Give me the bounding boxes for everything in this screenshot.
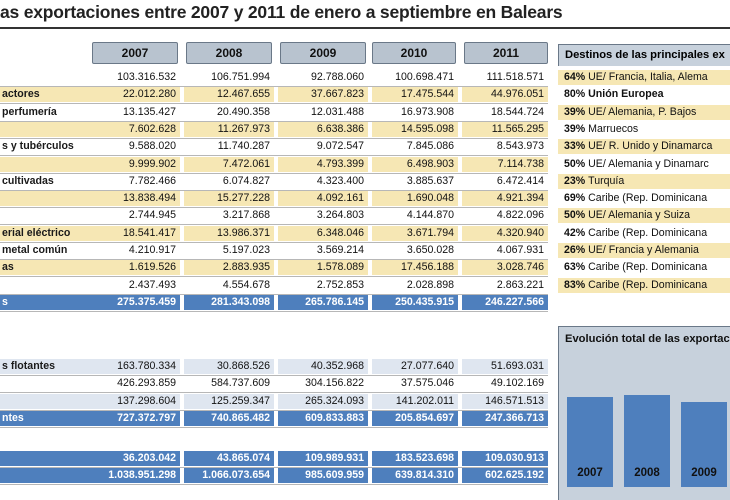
destination-item xyxy=(558,226,730,241)
table-row xyxy=(0,411,550,426)
cell-2008: 2.883.935 xyxy=(184,260,274,275)
cell-2007: 4.210.917 xyxy=(90,243,180,258)
cell-2008: 20.490.358 xyxy=(184,105,274,120)
row-label xyxy=(0,451,90,466)
destination-item xyxy=(558,174,730,189)
cell-2011: 146.571.513 xyxy=(462,394,548,409)
cell-2008: 6.074.827 xyxy=(184,174,274,189)
cell-2010: 639.814.310 xyxy=(372,468,458,483)
cell-2009: 3.264.803 xyxy=(278,208,368,223)
row-label: cultivadas xyxy=(0,174,90,189)
page-title: as exportaciones entre 2007 y 2011 de enero a septiembre en Balears xyxy=(0,2,563,22)
cell-2008: 281.343.098 xyxy=(184,295,274,310)
cell-2008: 43.865.074 xyxy=(184,451,274,466)
cell-2008: 15.277.228 xyxy=(184,191,274,206)
destination-text: Unión Europea xyxy=(588,88,664,101)
chart-bar-label-2007: 2007 xyxy=(577,467,603,479)
cell-2009: 109.989.931 xyxy=(278,451,368,466)
cell-2010: 3.671.794 xyxy=(372,226,458,241)
cell-2011: 7.114.738 xyxy=(462,157,548,172)
destination-pct: 23% xyxy=(564,174,589,187)
table-row xyxy=(0,70,550,85)
cell-2010: 2.028.898 xyxy=(372,278,458,293)
cell-2007: 1.038.951.298 xyxy=(90,468,180,483)
row-label xyxy=(0,394,90,409)
cell-2011: 11.565.295 xyxy=(462,122,548,137)
cell-2008: 740.865.482 xyxy=(184,411,274,426)
chart-bar-label-2009: 2009 xyxy=(691,467,717,479)
cell-2011: 2.863.221 xyxy=(462,278,548,293)
cell-2010: 1.690.048 xyxy=(372,191,458,206)
cell-2011: 4.822.096 xyxy=(462,208,548,223)
row-label: s y tubérculos xyxy=(0,139,90,154)
cell-2007: 9.588.020 xyxy=(90,139,180,154)
cell-2008: 4.554.678 xyxy=(184,278,274,293)
year-header-2011: 2011 xyxy=(464,42,548,64)
cell-2008: 11.740.287 xyxy=(184,139,274,154)
cell-2007: 1.619.526 xyxy=(90,260,180,275)
destination-pct: 69% xyxy=(564,192,589,205)
cell-2011: 51.693.031 xyxy=(462,359,548,374)
cell-2009: 12.031.488 xyxy=(278,105,368,120)
table-row xyxy=(0,157,550,172)
cell-2008: 1.066.073.654 xyxy=(184,468,274,483)
cell-2009: 265.324.093 xyxy=(278,394,368,409)
cell-2008: 12.467.655 xyxy=(184,87,274,102)
destination-pct: 64% xyxy=(564,71,589,83)
cell-2009: 1.578.089 xyxy=(278,260,368,275)
title-underline xyxy=(0,27,730,29)
cell-2011: 3.028.746 xyxy=(462,260,548,275)
cell-2009: 6.638.386 xyxy=(278,122,368,137)
table-row xyxy=(0,451,550,466)
cell-2008: 584.737.609 xyxy=(184,376,274,391)
cell-2008: 5.197.023 xyxy=(184,243,274,258)
destination-item xyxy=(558,70,730,85)
cell-2009: 609.833.883 xyxy=(278,411,368,426)
row-label xyxy=(0,157,90,172)
destination-pct: 50% xyxy=(564,157,589,170)
cell-2009: 304.156.822 xyxy=(278,376,368,391)
cell-2008: 125.259.347 xyxy=(184,394,274,409)
cell-2011: 49.102.169 xyxy=(462,376,548,391)
destination-text: Turquía xyxy=(588,174,625,187)
table-row xyxy=(0,174,550,189)
destination-item xyxy=(558,278,730,293)
cell-2010: 250.435.915 xyxy=(372,295,458,310)
row-divider xyxy=(0,427,548,428)
chart-bar-label-2008: 2008 xyxy=(634,467,660,479)
destination-text: Caribe (Rep. Dominicana xyxy=(588,226,708,239)
cell-2007: 426.293.859 xyxy=(90,376,180,391)
cell-2007: 9.999.902 xyxy=(90,157,180,172)
cell-2008: 106.751.994 xyxy=(184,70,274,85)
destination-pct: 42% xyxy=(564,226,589,239)
cell-2010: 17.456.188 xyxy=(372,260,458,275)
cell-2008: 13.986.371 xyxy=(184,226,274,241)
cell-2010: 183.523.698 xyxy=(372,451,458,466)
row-divider xyxy=(0,311,548,312)
cell-2009: 92.788.060 xyxy=(278,70,368,85)
table-row xyxy=(0,359,550,374)
cell-2007: 7.602.628 xyxy=(90,122,180,137)
destination-item xyxy=(558,157,730,172)
cell-2010: 14.595.098 xyxy=(372,122,458,137)
destination-text: UE/ Alemania, P. Bajos xyxy=(588,105,697,118)
row-label xyxy=(0,278,90,293)
cell-2010: 3.885.637 xyxy=(372,174,458,189)
cell-2010: 205.854.697 xyxy=(372,411,458,426)
table-row xyxy=(0,105,550,120)
cell-2009: 4.323.400 xyxy=(278,174,368,189)
table-row xyxy=(0,191,550,206)
year-header-2009: 2009 xyxy=(280,42,366,64)
cell-2009: 985.609.959 xyxy=(278,468,368,483)
year-header-2007: 2007 xyxy=(92,42,178,64)
destination-item xyxy=(558,105,730,120)
table-row xyxy=(0,87,550,102)
destination-text: Caribe (Rep. Dominicana xyxy=(588,261,708,274)
cell-2007: 7.782.466 xyxy=(90,174,180,189)
row-label xyxy=(0,122,90,137)
table-row xyxy=(0,139,550,154)
cell-2007: 2.437.493 xyxy=(90,278,180,293)
cell-2009: 4.793.399 xyxy=(278,157,368,172)
cell-2010: 3.650.028 xyxy=(372,243,458,258)
destination-pct: 39% xyxy=(564,122,589,135)
row-divider xyxy=(0,484,548,485)
evolution-chart xyxy=(558,326,730,500)
cell-2011: 111.518.571 xyxy=(462,70,548,85)
cell-2007: 163.780.334 xyxy=(90,359,180,374)
table-row xyxy=(0,122,550,137)
cell-2007: 727.372.797 xyxy=(90,411,180,426)
destination-item xyxy=(558,208,730,223)
cell-2007: 275.375.459 xyxy=(90,295,180,310)
cell-2010: 37.575.046 xyxy=(372,376,458,391)
row-label: as xyxy=(0,260,90,275)
destination-text: UE/ Francia, Italia, Alema xyxy=(588,71,708,83)
cell-2010: 7.845.086 xyxy=(372,139,458,154)
cell-2011: 246.227.566 xyxy=(462,295,548,310)
row-label: s xyxy=(0,295,90,310)
row-label xyxy=(0,468,90,483)
cell-2010: 141.202.011 xyxy=(372,394,458,409)
table-row xyxy=(0,278,550,293)
cell-2007: 36.203.042 xyxy=(90,451,180,466)
row-label: s flotantes xyxy=(0,359,90,374)
cell-2008: 30.868.526 xyxy=(184,359,274,374)
destination-pct: 63% xyxy=(564,261,589,274)
cell-2007: 18.541.417 xyxy=(90,226,180,241)
row-label: ntes xyxy=(0,411,90,426)
cell-2009: 3.569.214 xyxy=(278,243,368,258)
destination-pct: 50% xyxy=(564,209,589,222)
cell-2010: 16.973.908 xyxy=(372,105,458,120)
destination-pct: 39% xyxy=(564,105,589,118)
cell-2010: 17.475.544 xyxy=(372,87,458,102)
cell-2011: 18.544.724 xyxy=(462,105,548,120)
cell-2007: 13.135.427 xyxy=(90,105,180,120)
year-header-2010: 2010 xyxy=(372,42,456,64)
destination-text: UE/ R. Unido y Dinamarca xyxy=(588,140,713,153)
cell-2011: 602.625.192 xyxy=(462,468,548,483)
destination-item xyxy=(558,122,730,137)
table-row xyxy=(0,243,550,258)
cell-2009: 2.752.853 xyxy=(278,278,368,293)
cell-2007: 137.298.604 xyxy=(90,394,180,409)
cell-2009: 6.348.046 xyxy=(278,226,368,241)
table-row xyxy=(0,468,550,483)
row-label: erial eléctrico xyxy=(0,226,90,241)
cell-2010: 27.077.640 xyxy=(372,359,458,374)
destination-item xyxy=(558,243,730,258)
destination-text: UE/ Alemania y Suiza xyxy=(588,209,691,222)
row-label xyxy=(0,208,90,223)
row-label: perfumería xyxy=(0,105,90,120)
cell-2011: 4.320.940 xyxy=(462,226,548,241)
table-row xyxy=(0,376,550,391)
row-label xyxy=(0,70,90,85)
cell-2007: 22.012.280 xyxy=(90,87,180,102)
destination-pct: 33% xyxy=(564,140,589,153)
row-label: actores xyxy=(0,87,90,102)
cell-2009: 40.352.968 xyxy=(278,359,368,374)
cell-2011: 44.976.051 xyxy=(462,87,548,102)
cell-2009: 265.786.145 xyxy=(278,295,368,310)
cell-2009: 9.072.547 xyxy=(278,139,368,154)
cell-2007: 2.744.945 xyxy=(90,208,180,223)
cell-2007: 103.316.532 xyxy=(90,70,180,85)
destination-pct: 80% xyxy=(564,88,589,101)
destination-item xyxy=(558,139,730,154)
destination-text: Caribe (Rep. Dominicana xyxy=(588,192,708,205)
cell-2010: 6.498.903 xyxy=(372,157,458,172)
cell-2011: 4.067.931 xyxy=(462,243,548,258)
cell-2008: 7.472.061 xyxy=(184,157,274,172)
row-label: metal común xyxy=(0,243,90,258)
destination-item xyxy=(558,191,730,206)
cell-2008: 3.217.868 xyxy=(184,208,274,223)
cell-2009: 4.092.161 xyxy=(278,191,368,206)
destination-text: UE/ Alemania y Dinamarc xyxy=(588,157,709,170)
chart-title: Evolución total de las exportac xyxy=(565,333,730,345)
cell-2008: 11.267.973 xyxy=(184,122,274,137)
table-row xyxy=(0,208,550,223)
row-label xyxy=(0,376,90,391)
year-header-2008: 2008 xyxy=(186,42,272,64)
destination-item xyxy=(558,260,730,275)
cell-2011: 247.366.713 xyxy=(462,411,548,426)
table-row xyxy=(0,226,550,241)
table-row xyxy=(0,295,550,310)
table-row xyxy=(0,260,550,275)
destination-text: UE/ Francia y Alemania xyxy=(588,244,699,256)
destination-pct: 83% xyxy=(564,278,589,291)
table-row xyxy=(0,394,550,409)
cell-2011: 4.921.394 xyxy=(462,191,548,206)
cell-2011: 6.472.414 xyxy=(462,174,548,189)
destination-pct: 26% xyxy=(564,244,589,256)
destination-item xyxy=(558,87,730,102)
cell-2009: 37.667.823 xyxy=(278,87,368,102)
destination-text: Caribe (Rep. Dominicana xyxy=(588,278,708,291)
destination-text: Marruecos xyxy=(588,122,639,135)
cell-2007: 13.838.494 xyxy=(90,191,180,206)
destinations-header: Destinos de las principales ex xyxy=(558,44,730,66)
cell-2010: 100.698.471 xyxy=(372,70,458,85)
cell-2011: 8.543.973 xyxy=(462,139,548,154)
cell-2011: 109.030.913 xyxy=(462,451,548,466)
row-label xyxy=(0,191,90,206)
cell-2010: 4.144.870 xyxy=(372,208,458,223)
